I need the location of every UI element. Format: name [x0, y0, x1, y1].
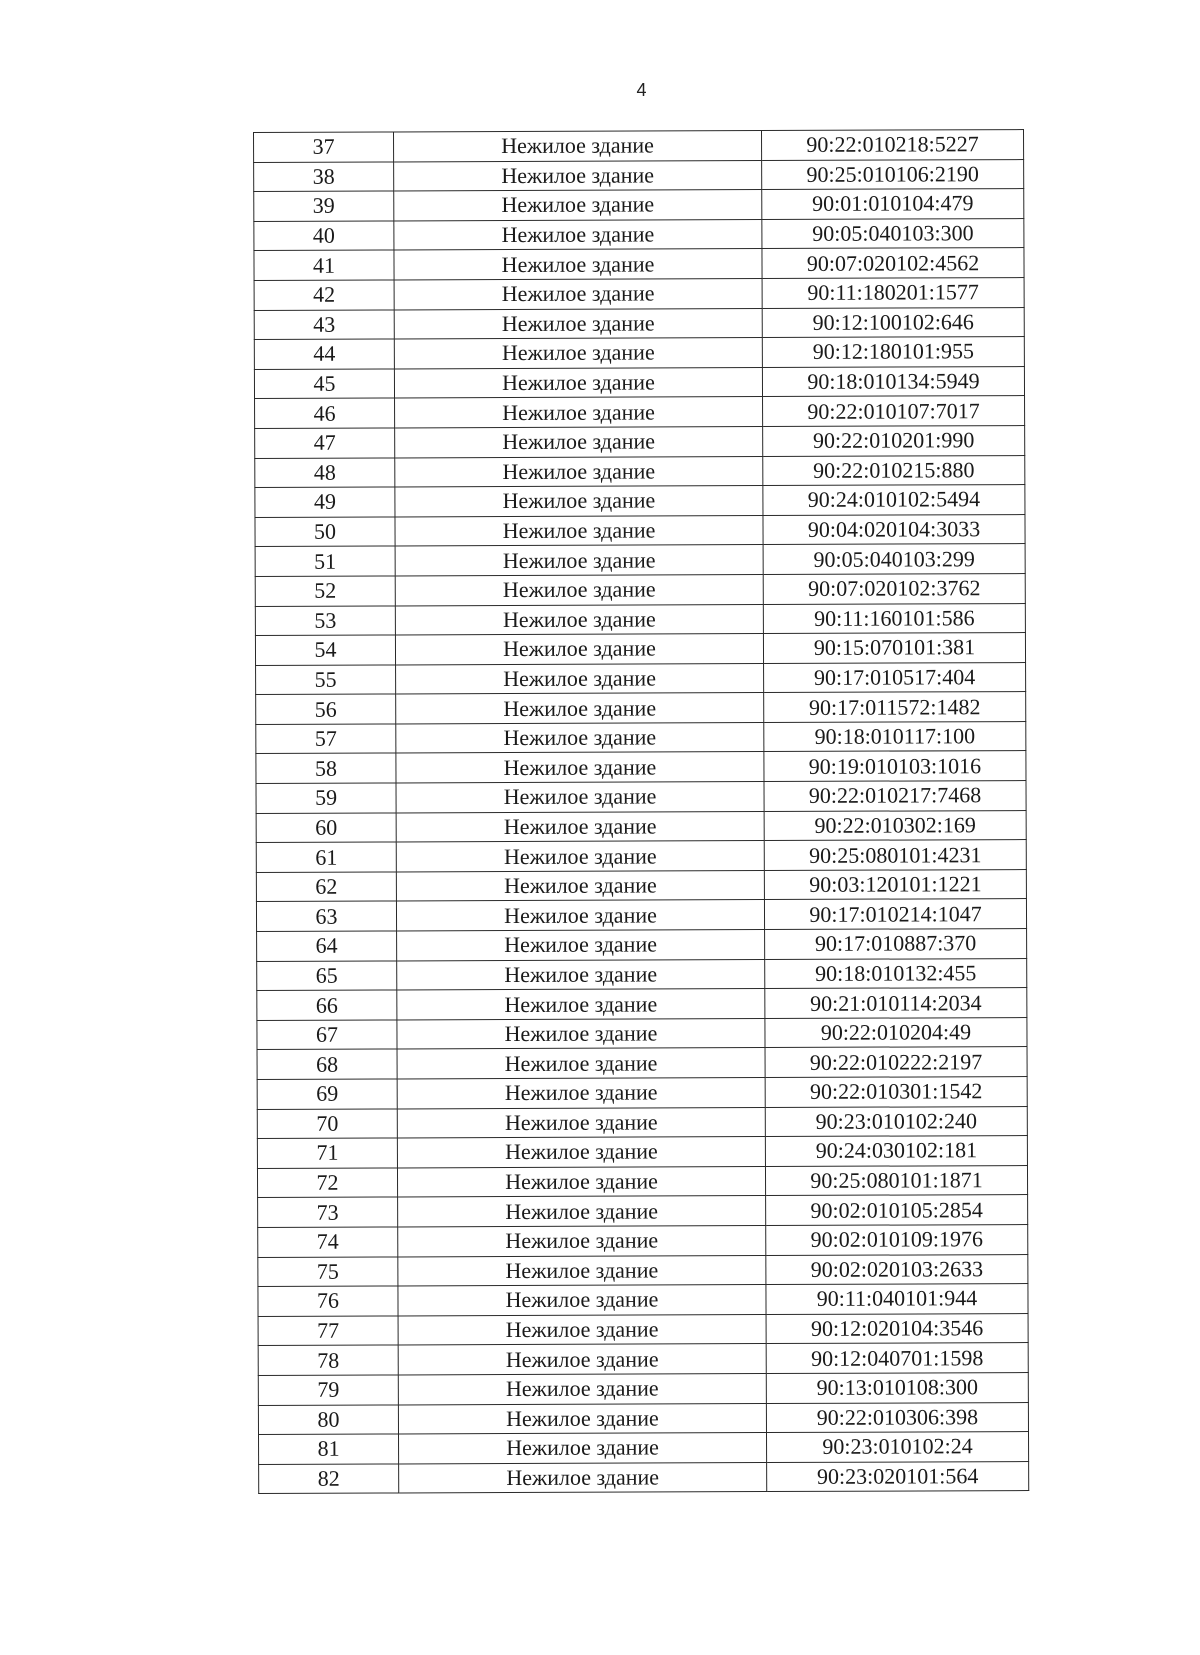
- cadastral-number-cell: 90:22:010204:49: [765, 1017, 1027, 1048]
- row-number-cell: 42: [254, 280, 394, 310]
- table-row: [259, 1461, 1029, 1494]
- table-row: [258, 1343, 1028, 1376]
- table-row: [257, 1047, 1027, 1080]
- cadastral-number-cell: 90:07:020102:3762: [763, 573, 1025, 604]
- object-type-cell: Нежилое здание: [395, 634, 763, 665]
- table-row: [258, 1225, 1028, 1258]
- table-row: [255, 425, 1025, 458]
- object-type-cell: Нежилое здание: [398, 1344, 766, 1375]
- row-number-cell: 61: [256, 842, 396, 872]
- cadastral-number-cell: 90:12:020104:3546: [766, 1313, 1028, 1344]
- object-type-cell: Нежилое здание: [395, 574, 763, 605]
- cadastral-number-cell: 90:02:020103:2633: [766, 1254, 1028, 1285]
- row-number-cell: 67: [257, 1020, 397, 1050]
- row-number-cell: 52: [255, 576, 395, 606]
- row-number-cell: 53: [255, 605, 395, 635]
- row-number-cell: 57: [256, 724, 396, 754]
- table-row: [257, 1136, 1027, 1169]
- object-type-cell: Нежилое здание: [394, 160, 762, 191]
- row-number-cell: 55: [256, 665, 396, 695]
- table-row: [256, 692, 1026, 725]
- table-row: [255, 396, 1025, 429]
- row-number-cell: 41: [254, 250, 394, 280]
- row-number-cell: 72: [257, 1168, 397, 1198]
- table-row: [258, 1254, 1028, 1287]
- row-number-cell: 54: [255, 635, 395, 665]
- row-number-cell: 74: [258, 1227, 398, 1257]
- object-type-cell: Нежилое здание: [396, 693, 764, 724]
- object-type-cell: Нежилое здание: [398, 1226, 766, 1257]
- object-type-cell: Нежилое здание: [399, 1433, 767, 1464]
- table-row: [254, 248, 1024, 281]
- row-number-cell: 64: [257, 931, 397, 961]
- cadastral-number-cell: 90:11:160101:586: [763, 603, 1025, 634]
- row-number-cell: 37: [254, 132, 394, 162]
- cadastral-number-cell: 90:22:010218:5227: [761, 130, 1023, 161]
- cadastral-number-cell: 90:05:040103:300: [762, 218, 1024, 249]
- cadastral-number-cell: 90:12:180101:955: [762, 337, 1024, 368]
- object-type-cell: Нежилое здание: [396, 900, 764, 931]
- table-row: [256, 810, 1026, 843]
- row-number-cell: 65: [257, 961, 397, 991]
- table-row: [258, 1195, 1028, 1228]
- row-number-cell: 38: [254, 162, 394, 192]
- row-number-cell: 45: [254, 369, 394, 399]
- cadastral-number-cell: 90:23:010102:240: [765, 1106, 1027, 1137]
- table-row: [257, 929, 1027, 962]
- cadastral-number-cell: 90:22:010302:169: [764, 810, 1026, 841]
- object-type-cell: Нежилое здание: [395, 486, 763, 517]
- page-number: 4: [636, 80, 647, 100]
- table-row: [254, 278, 1024, 311]
- cadastral-number-cell: 90:23:020101:564: [767, 1461, 1029, 1492]
- row-number-cell: 66: [257, 990, 397, 1020]
- table-row: [254, 366, 1024, 399]
- table-row: [256, 899, 1026, 932]
- row-number-cell: 47: [255, 428, 395, 458]
- table-row: [255, 514, 1025, 547]
- cadastral-number-cell: 90:18:010117:100: [764, 721, 1026, 752]
- cadastral-number-cell: 90:04:020104:3033: [763, 514, 1025, 545]
- table-row: [258, 1284, 1028, 1317]
- row-number-cell: 50: [255, 517, 395, 547]
- cadastral-number-cell: 90:17:010517:404: [764, 662, 1026, 693]
- table-row: [255, 544, 1025, 577]
- table-row: [258, 1402, 1028, 1435]
- cadastral-number-cell: 90:25:080101:1871: [765, 1165, 1027, 1196]
- table-row: [256, 751, 1026, 784]
- object-type-cell: Нежилое здание: [394, 219, 762, 250]
- object-type-cell: Нежилое здание: [395, 515, 763, 546]
- object-type-cell: Нежилое здание: [395, 545, 763, 576]
- object-type-cell: Нежилое здание: [395, 397, 763, 428]
- row-number-cell: 81: [259, 1434, 399, 1464]
- table-row: [256, 721, 1026, 754]
- table-row: [254, 307, 1024, 340]
- object-type-cell: Нежилое здание: [394, 190, 762, 221]
- cadastral-number-cell: 90:17:011572:1482: [764, 692, 1026, 723]
- object-type-cell: Нежилое здание: [397, 1107, 765, 1138]
- table-body: [254, 130, 1029, 1494]
- cadastral-number-cell: 90:23:010102:24: [766, 1432, 1028, 1463]
- cadastral-number-cell: 90:02:010109:1976: [766, 1225, 1028, 1256]
- table-row: [257, 1077, 1027, 1110]
- object-type-cell: Нежилое здание: [397, 1048, 765, 1079]
- object-type-cell: Нежилое здание: [395, 426, 763, 457]
- cadastral-number-cell: 90:21:010114:2034: [765, 988, 1027, 1019]
- table-row: [255, 603, 1025, 636]
- table-row: [254, 337, 1024, 370]
- object-type-cell: Нежилое здание: [394, 131, 762, 162]
- cadastral-number-cell: 90:05:040103:299: [763, 544, 1025, 575]
- cadastral-number-cell: 90:25:080101:4231: [764, 840, 1026, 871]
- cadastral-number-cell: 90:12:040701:1598: [766, 1343, 1028, 1374]
- table-row: [255, 633, 1025, 666]
- cadastral-number-cell: 90:25:010106:2190: [762, 159, 1024, 190]
- cadastral-number-cell: 90:13:010108:300: [766, 1372, 1028, 1403]
- table-row: [256, 662, 1026, 695]
- row-number-cell: 62: [256, 872, 396, 902]
- table-row: [255, 573, 1025, 606]
- row-number-cell: 70: [257, 1109, 397, 1139]
- table-row: [255, 455, 1025, 488]
- table-row: [258, 1372, 1028, 1405]
- cadastral-number-cell: 90:24:030102:181: [765, 1136, 1027, 1167]
- object-type-cell: Нежилое здание: [399, 1462, 767, 1493]
- object-type-cell: Нежилое здание: [398, 1196, 766, 1227]
- cadastral-number-cell: 90:07:020102:4562: [762, 248, 1024, 279]
- object-type-cell: Нежилое здание: [395, 604, 763, 635]
- table-row: [257, 988, 1027, 1021]
- row-number-cell: 75: [258, 1257, 398, 1287]
- row-number-cell: 58: [256, 753, 396, 783]
- row-number-cell: 80: [258, 1404, 398, 1434]
- object-type-cell: Нежилое здание: [398, 1255, 766, 1286]
- table-row: [257, 1165, 1027, 1198]
- object-type-cell: Нежилое здание: [397, 959, 765, 990]
- cadastral-number-cell: 90:22:010301:1542: [765, 1077, 1027, 1108]
- cadastral-number-cell: 90:24:010102:5494: [763, 485, 1025, 516]
- row-number-cell: 51: [255, 546, 395, 576]
- table-row: [257, 958, 1027, 991]
- cadastral-number-cell: 90:22:010222:2197: [765, 1047, 1027, 1078]
- row-number-cell: 73: [258, 1197, 398, 1227]
- row-number-cell: 79: [258, 1375, 398, 1405]
- cadastral-number-cell: 90:18:010132:455: [765, 958, 1027, 989]
- row-number-cell: 68: [257, 1049, 397, 1079]
- row-number-cell: 69: [257, 1079, 397, 1109]
- table-row: [254, 218, 1024, 251]
- property-table-container: [253, 129, 1028, 1494]
- row-number-cell: 76: [258, 1286, 398, 1316]
- object-type-cell: Нежилое здание: [397, 1078, 765, 1109]
- row-number-cell: 48: [255, 457, 395, 487]
- object-type-cell: Нежилое здание: [396, 722, 764, 753]
- object-type-cell: Нежилое здание: [397, 1166, 765, 1197]
- table-row: [254, 130, 1024, 163]
- object-type-cell: Нежилое здание: [398, 1403, 766, 1434]
- table-row: [254, 189, 1024, 222]
- object-type-cell: Нежилое здание: [398, 1285, 766, 1316]
- cadastral-number-cell: 90:19:010103:1016: [764, 751, 1026, 782]
- row-number-cell: 59: [256, 783, 396, 813]
- table-row: [256, 781, 1026, 814]
- row-number-cell: 82: [259, 1464, 399, 1494]
- row-number-cell: 43: [254, 310, 394, 340]
- object-type-cell: Нежилое здание: [394, 249, 762, 280]
- object-type-cell: Нежилое здание: [396, 811, 764, 842]
- row-number-cell: 71: [257, 1138, 397, 1168]
- cadastral-number-cell: 90:22:010201:990: [763, 425, 1025, 456]
- cadastral-number-cell: 90:11:040101:944: [766, 1284, 1028, 1315]
- object-type-cell: Нежилое здание: [398, 1314, 766, 1345]
- cadastral-number-cell: 90:22:010215:880: [763, 455, 1025, 486]
- cadastral-number-cell: 90:03:120101:1221: [764, 869, 1026, 900]
- cadastral-number-cell: 90:11:180201:1577: [762, 278, 1024, 309]
- cadastral-number-cell: 90:22:010217:7468: [764, 781, 1026, 812]
- object-type-cell: Нежилое здание: [396, 782, 764, 813]
- property-table: [253, 129, 1029, 1494]
- object-type-cell: Нежилое здание: [394, 279, 762, 310]
- table-row: [259, 1432, 1029, 1465]
- row-number-cell: 46: [255, 398, 395, 428]
- table-row: [256, 869, 1026, 902]
- row-number-cell: 78: [258, 1345, 398, 1375]
- object-type-cell: Нежилое здание: [396, 663, 764, 694]
- cadastral-number-cell: 90:18:010134:5949: [762, 366, 1024, 397]
- cadastral-number-cell: 90:22:010306:398: [766, 1402, 1028, 1433]
- row-number-cell: 44: [254, 339, 394, 369]
- cadastral-number-cell: 90:01:010104:479: [762, 189, 1024, 220]
- object-type-cell: Нежилое здание: [394, 367, 762, 398]
- cadastral-number-cell: 90:02:010105:2854: [766, 1195, 1028, 1226]
- cadastral-number-cell: 90:17:010887:370: [765, 929, 1027, 960]
- table-row: [256, 840, 1026, 873]
- object-type-cell: Нежилое здание: [397, 1137, 765, 1168]
- object-type-cell: Нежилое здание: [396, 752, 764, 783]
- row-number-cell: 63: [256, 901, 396, 931]
- table-row: [257, 1106, 1027, 1139]
- cadastral-number-cell: 90:17:010214:1047: [764, 899, 1026, 930]
- object-type-cell: Нежилое здание: [398, 1373, 766, 1404]
- object-type-cell: Нежилое здание: [396, 870, 764, 901]
- cadastral-number-cell: 90:15:070101:381: [763, 633, 1025, 664]
- object-type-cell: Нежилое здание: [395, 456, 763, 487]
- object-type-cell: Нежилое здание: [397, 989, 765, 1020]
- row-number-cell: 49: [255, 487, 395, 517]
- cadastral-number-cell: 90:22:010107:7017: [763, 396, 1025, 427]
- row-number-cell: 40: [254, 221, 394, 251]
- object-type-cell: Нежилое здание: [394, 308, 762, 339]
- table-row: [258, 1313, 1028, 1346]
- object-type-cell: Нежилое здание: [397, 930, 765, 961]
- object-type-cell: Нежилое здание: [396, 841, 764, 872]
- cadastral-number-cell: 90:12:100102:646: [762, 307, 1024, 338]
- table-row: [254, 159, 1024, 192]
- object-type-cell: Нежилое здание: [394, 338, 762, 369]
- row-number-cell: 60: [256, 813, 396, 843]
- table-row: [257, 1017, 1027, 1050]
- table-row: [255, 485, 1025, 518]
- row-number-cell: 56: [256, 694, 396, 724]
- row-number-cell: 39: [254, 191, 394, 221]
- row-number-cell: 77: [258, 1316, 398, 1346]
- object-type-cell: Нежилое здание: [397, 1018, 765, 1049]
